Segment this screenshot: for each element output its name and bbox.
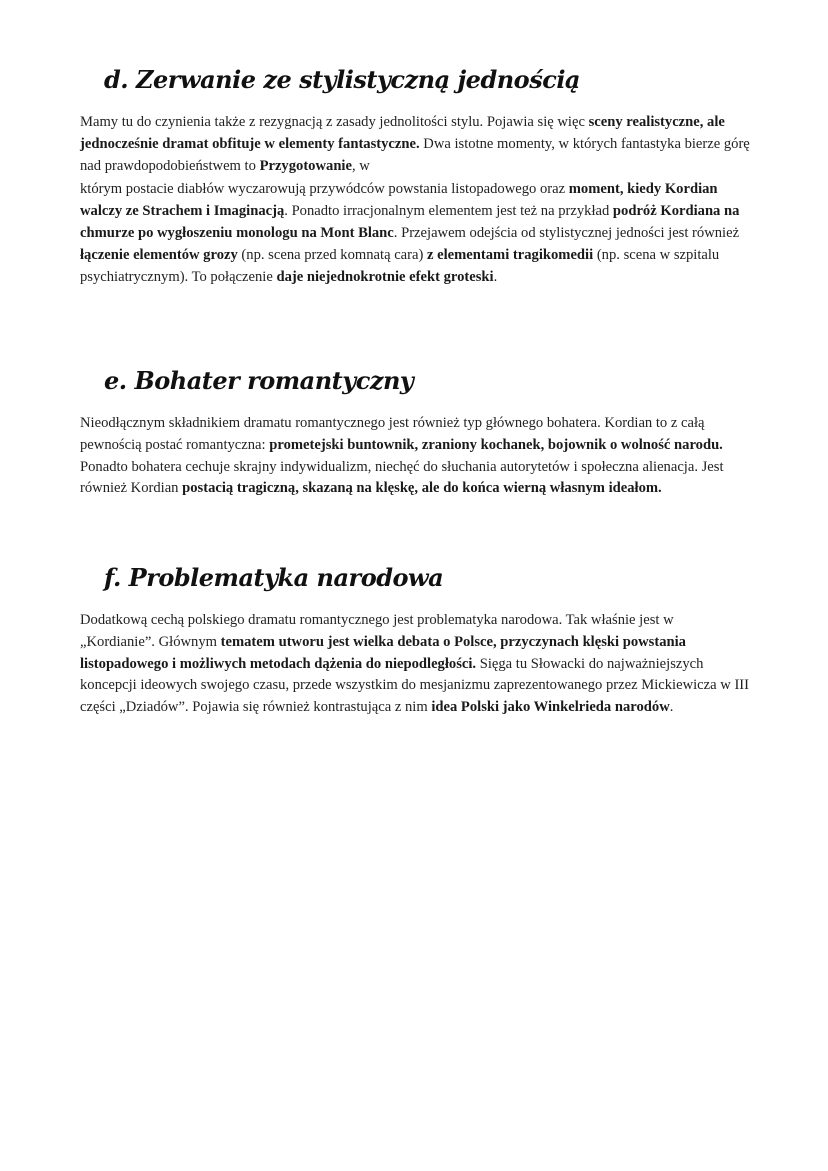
text-run: Dwa istotne momenty, w których fantastyka bierze górę nad prawdopodobieństwem to	[80, 135, 750, 174]
bold-text-run: sceny realistyczne, ale jednocześnie dramat obfituje w elementy fantastyczne.	[80, 114, 725, 152]
text-run: Mamy tu do czynienia także z rezygnacją z zasady jednolitości stylu. Pojawia się więc	[80, 114, 589, 130]
text-run: Nieodłącznym składnikiem dramatu romantycznego jest również typ głównego bohatera. Kordian to z całą pewnością postać romantyczna:	[80, 415, 705, 453]
text-run: Ponadto bohatera cechuje skrajny indywidualizm, niechęć do słuchania autorytetów i społeczna alienacja. Jest również Kordian	[80, 458, 724, 497]
bold-text-run: daje niejednokrotnie efekt groteski	[276, 268, 494, 285]
text-run: . Przejawem odejścia od stylistycznej jedności jest również	[393, 224, 740, 241]
bold-text-run: tematem utworu jest wielka debata o Polsce, przyczynach klęski powstania listopadowego i możliwych metodach dążenia do niepodległości.	[80, 633, 686, 672]
bold-text-run: Przygotowanie	[259, 157, 352, 174]
section-heading: d. Zerwanie ze stylistyczną jednością	[104, 65, 580, 94]
section-national-issues	[80, 560, 750, 719]
text-run: , w	[351, 157, 370, 174]
text-run: (np. scena w szpitalu psychiatrycznym). To połączenie	[80, 246, 720, 285]
bold-text-run: z elementami tragikomedii	[427, 246, 594, 263]
paragraph	[80, 413, 750, 500]
text-run: . Ponadto irracjonalnym elementem jest też na przykład	[284, 203, 613, 220]
paragraph	[80, 610, 750, 719]
text-run: którym postacie diabłów wyczarowują przywódców powstania listopadowego oraz	[80, 181, 569, 198]
bold-text-run: podróż Kordiana na chmurze po wygłoszeniu monologu na Mont Blanc	[80, 203, 740, 241]
text-run: Dodatkową cechą polskiego dramatu romantycznego jest problematyka narodowa. Tak właśnie jest w „Kordianie”. Głównym	[80, 612, 674, 650]
text-run: Sięga tu Słowacki do najważniejszych koncepcji ideowych swojego czasu, przede wszystkim do mesjanizmu zaprezentowanego przez Mickiewicza w III części „Dziadów”. Pojawia się również kontrastująca z nim	[80, 655, 750, 716]
bold-text-run: łączenie elementów grozy	[80, 246, 238, 263]
text-run: (np. scena przed komnatą cara)	[237, 246, 427, 263]
section-heading: f. Problematyka narodowa	[104, 563, 444, 592]
bold-text-run: moment, kiedy Kordian walczy ze Strachem i Imaginacją	[80, 181, 718, 220]
section-romantic-hero	[80, 363, 750, 500]
section-heading: e. Bohater romantyczny	[104, 366, 414, 395]
bold-text-run: prometejski buntownik, zraniony kochanek, bojownik o wolność narodu.	[269, 436, 723, 453]
text-run: .	[669, 699, 674, 716]
paragraph	[80, 112, 750, 177]
text-run: .	[493, 268, 498, 285]
section-stylistic-unity	[80, 62, 750, 288]
bold-text-run: idea Polski jako Winkelrieda narodów	[431, 699, 670, 716]
bold-text-run: postacią tragiczną, skazaną na klęskę, ale do końca wierną własnym ideałom.	[182, 480, 662, 497]
paragraph	[80, 179, 750, 288]
